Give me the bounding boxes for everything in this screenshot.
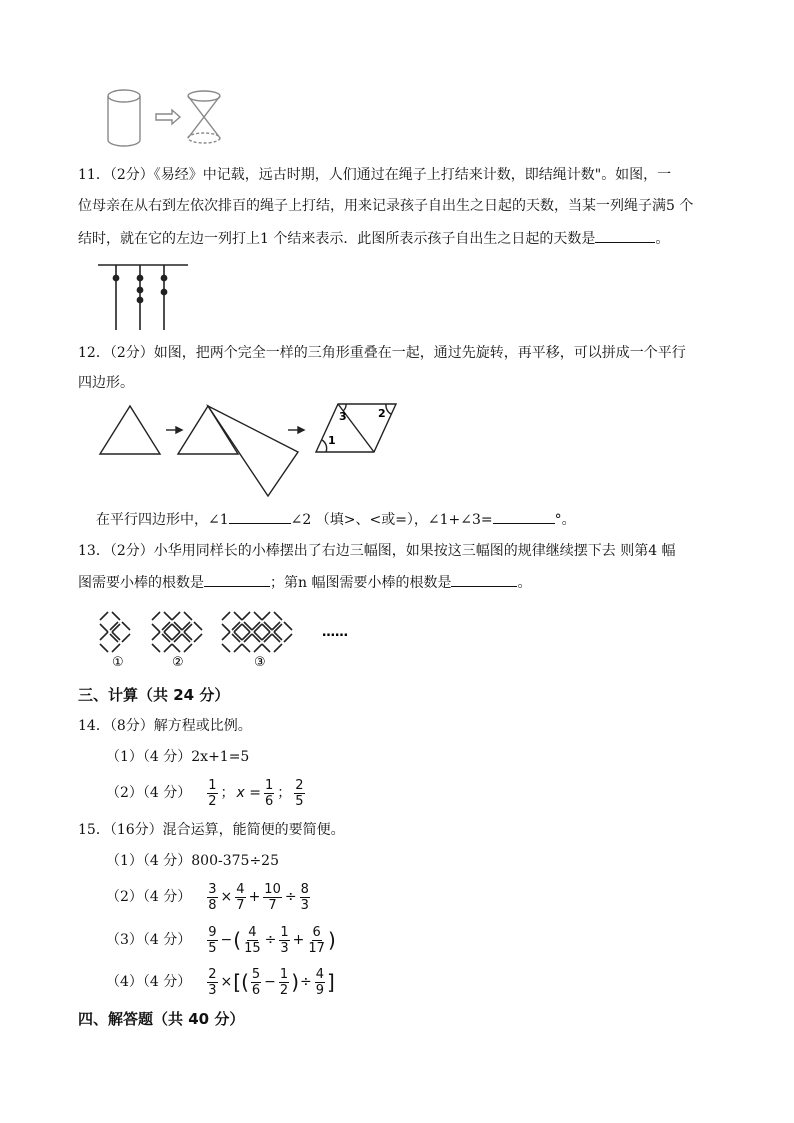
ellipsis: …… xyxy=(322,625,348,640)
q13-text-3: ；第n 幅图需要小棒的根数是 xyxy=(270,575,452,591)
q13-end: 。 xyxy=(517,575,532,591)
figure-label-2: ② xyxy=(172,655,184,670)
q14-part1 xyxy=(106,748,249,766)
q11-score: （2分） xyxy=(109,167,154,183)
q13-score: （2分） xyxy=(109,543,154,559)
q12-angle-compare-blank[interactable] xyxy=(229,509,291,524)
q12-fill-line xyxy=(96,509,576,529)
q13-number: 13． xyxy=(78,543,110,559)
q13-text-1: 小华用同样长的小棒摆出了右边三幅图，如果按这三幅图的规律继续摆下去 则第4 幅 xyxy=(153,543,676,559)
q15-part1 xyxy=(106,852,279,870)
q12-line2: 四边形。 xyxy=(78,375,134,391)
q14-frac-c: $\frac{2}{5}$ xyxy=(295,777,304,809)
q15-part2: （2）（4 分） $\frac{3}{8}$ × $\frac{4}{7}$ + $\frac{10}{7}$ ÷ $\frac{8}{3}$ xyxy=(106,881,309,913)
figure-label-3: ③ xyxy=(254,655,266,670)
q15-p1-label: （1）（4 分） xyxy=(106,853,192,869)
knot xyxy=(137,297,142,302)
q11-line3 xyxy=(78,228,669,248)
q15-p4-label: （4）（4 分） xyxy=(106,974,192,990)
q12-line1 xyxy=(78,344,686,362)
q13-line2 xyxy=(78,572,531,592)
q11-end: 。 xyxy=(655,231,670,247)
q14-p1-expr: 2x+1=5 xyxy=(191,749,250,765)
angle-label-1: 1 xyxy=(328,434,336,447)
knot-rope-figure xyxy=(98,262,190,332)
q15-p2-label: （2）（4 分） xyxy=(106,889,192,905)
q11-line1 xyxy=(78,166,671,184)
q11-line2: 位母亲在从右到左依次排百的绳子上打结，用来记录孩子自出生之日起的天数，当某一列绳子满5 个 xyxy=(78,198,694,214)
q14-frac-a: $\frac{1}{2}$ xyxy=(208,777,217,809)
triangle-transform-figure xyxy=(96,400,406,500)
section4-title: 四、解答题（共 40 分） xyxy=(78,1010,245,1028)
q15-p3-label: （3）（4 分） xyxy=(106,932,192,948)
q12-angle-sum-blank[interactable] xyxy=(493,509,555,524)
q14-part2: （2）（4 分） $\frac{1}{2}$ ； x = $\frac{1}{6}$ ； $\frac{2}{5}$ xyxy=(106,777,304,809)
angle-label-2: 2 xyxy=(378,407,386,420)
q12-fill-b: ∠2 （填>、<或=），∠1+∠3= xyxy=(290,512,493,528)
q14-text: 解方程或比例。 xyxy=(153,718,252,734)
stick-pattern-figure xyxy=(96,608,366,670)
q13-line1 xyxy=(78,542,676,560)
q15-part4: （4）（4 分） $\frac{2}{3}$ × [( $\frac{5}{6}$ − $\frac{1}{2}$ ) ÷ $\frac{4}{9}$ ] xyxy=(106,966,335,998)
q15-part3: （3）（4 分） $\frac{9}{5}$ − ( $\frac{4}{15}$ ÷ $\frac{1}{3}$ + $\frac{6}{17}$ ) xyxy=(106,924,336,956)
figure-label-1: ① xyxy=(112,655,124,670)
q11-answer-blank[interactable] xyxy=(595,228,655,243)
q14-p2-label: （2）（4 分） xyxy=(106,785,192,801)
q11-number: 11． xyxy=(78,167,110,183)
q13-text-2: 图需要小棒的根数是 xyxy=(78,575,204,591)
q15-p1-expr: 800-375÷25 xyxy=(191,853,279,869)
q15-number: 15． xyxy=(78,822,110,838)
knot xyxy=(161,275,166,280)
knot xyxy=(161,289,166,294)
q14-frac-b: $\frac{1}{6}$ xyxy=(265,777,274,809)
q14-number: 14． xyxy=(78,718,110,734)
q12-fill-a: 在平行四边形中，∠1 xyxy=(96,512,229,528)
pattern-2 xyxy=(152,612,202,652)
q12-score: （2分） xyxy=(109,345,154,361)
knot xyxy=(113,275,118,280)
angle-label-3: 3 xyxy=(339,410,347,423)
q14-p1-label: （1）（4 分） xyxy=(106,749,192,765)
section3-title: 三、计算（共 24 分） xyxy=(78,686,230,704)
q11-text-1: 《易经》中记载，远古时期，人们通过在绳子上打结来计数，即结绳计数"。如图，一 xyxy=(153,167,672,183)
q12-fill-end: °。 xyxy=(554,512,576,528)
q15-line xyxy=(78,821,345,839)
q14-score: （8分） xyxy=(109,718,154,734)
knot xyxy=(137,275,142,280)
q14-line xyxy=(78,717,252,735)
q13-answer4-blank[interactable] xyxy=(204,572,270,587)
q12-number: 12． xyxy=(78,345,110,361)
q15-text: 混合运算，能简便的要简便。 xyxy=(162,822,345,838)
q13-answern-blank[interactable] xyxy=(451,572,517,587)
pattern-3 xyxy=(222,612,292,652)
q12-text-1: 如图，把两个完全一样的三角形重叠在一起，通过先旋转，再平移，可以拼成一个平行 xyxy=(153,345,686,361)
q15-score: （16分） xyxy=(109,822,163,838)
cylinder-to-cone-figure xyxy=(100,84,240,150)
knot xyxy=(137,287,142,292)
q11-text-3: 结时，就在它的左边一列打上1 个结来表示．此图所表示孩子自出生之日起的天数是 xyxy=(78,231,596,247)
pattern-1 xyxy=(100,612,130,652)
